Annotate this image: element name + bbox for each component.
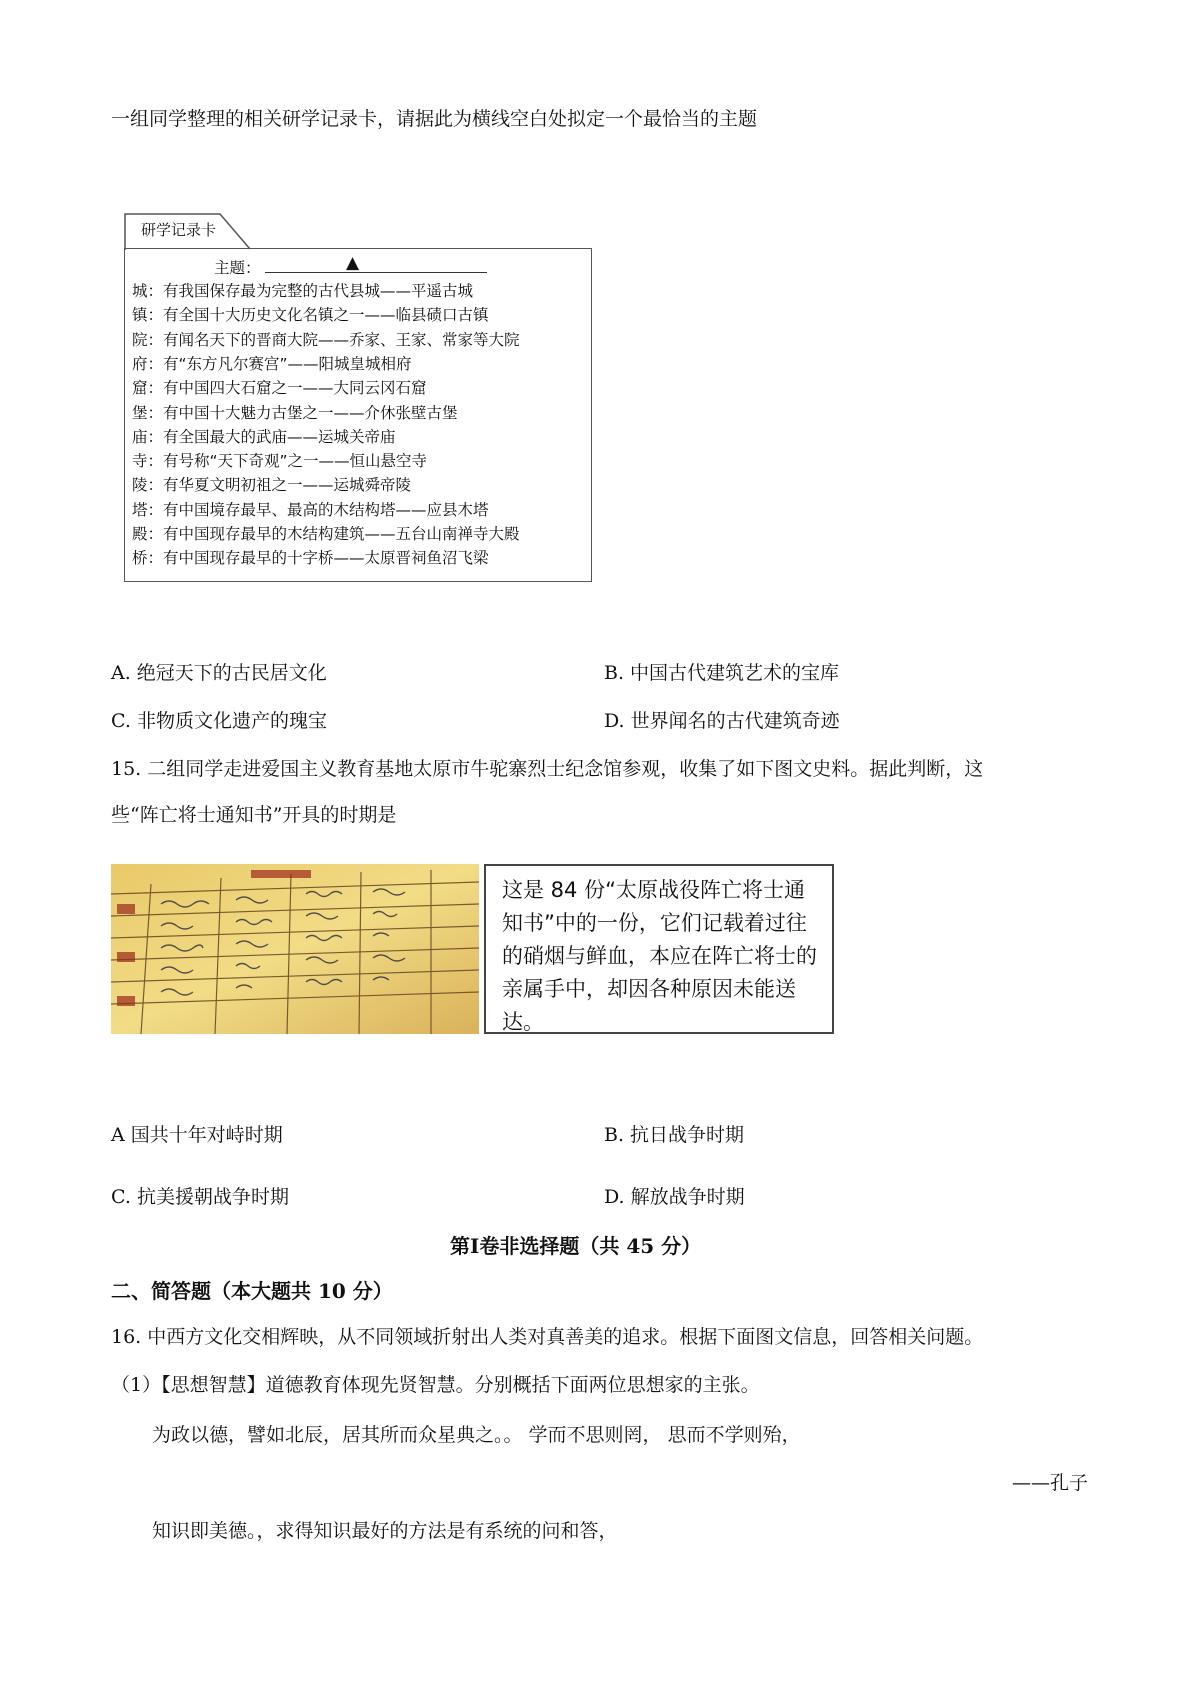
part-two-heading: 二、简答题（本大题共 10 分） [111, 1279, 393, 1303]
notice-document-photo [111, 864, 479, 1034]
q16-stem: 16. 中西方文化交相辉映，从不同领域折射出人类对真善美的追求。根据下面图文信息，回答相关问题。 [111, 1326, 984, 1348]
card-line: 塔：有中国境存最早、最高的木结构塔——应县木塔 [132, 500, 489, 519]
theme-blank-line [265, 272, 487, 273]
q14-option-c: C. 非物质文化遗产的瑰宝 [111, 710, 327, 732]
notice-caption: 这是 84 份“太原战役阵亡将士通知书”中的一份，它们记载着过往的硝烟与鲜血，本应在阵亡将士的亲属手中，却因各种原因未能送达。 [484, 864, 834, 1034]
card-line: 寺：有号称“天下奇观”之一——恒山悬空寺 [132, 452, 428, 471]
card-line: 陵：有华夏文明初祖之一——运城舜帝陵 [132, 476, 412, 495]
q16-quote-confucius: 为政以德，譬如北辰，居其所而众星典之。。 学而不思则罔， 思而不学则殆， [152, 1424, 801, 1446]
q16-sub1: （1）【思想智慧】道德教育体现先贤智慧。分别概括下面两位思想家的主张。 [111, 1374, 760, 1396]
section-title: 第Ⅰ卷非选择题（共 45 分） [450, 1234, 702, 1258]
q15-stem-line2: 些“阵亡将士通知书”开具的时期是 [111, 804, 397, 826]
card-line: 殿：有中国现存最早的木结构建筑——五台山南禅寺大殿 [132, 525, 520, 543]
q16-quote-author: ——孔子 [1012, 1472, 1089, 1494]
theme-marker: ▲ [346, 253, 360, 273]
card-theme-label: 主题： [214, 259, 261, 277]
q15-option-d: D. 解放战争时期 [604, 1186, 745, 1208]
q16-quote-socrates: 知识即美德。，求得知识最好的方法是有系统的问和答， [152, 1520, 618, 1542]
card-line: 镇：有全国十大历史文化名镇之一——临县碛口古镇 [132, 306, 489, 325]
card-line: 院：有闻名天下的晋商大院——乔家、王家、常家等大院 [132, 330, 520, 349]
q14-option-a: A. 绝冠天下的古民居文化 [111, 662, 327, 684]
q14-option-b: B. 中国古代建筑艺术的宝库 [604, 662, 840, 684]
q15-option-c: C. 抗美援朝战争时期 [111, 1186, 289, 1208]
card-line: 堡：有中国十大魅力古堡之一——介休张壁古堡 [132, 403, 458, 422]
card-line: 城：有我国保存最为完整的古代县城——平遥古城 [132, 282, 474, 300]
q15-option-a: A 国共十年对峙时期 [111, 1124, 283, 1146]
q15-option-b: B. 抗日战争时期 [604, 1124, 745, 1146]
card-line: 桥：有中国现存最早的十字桥——太原晋祠鱼沼飞梁 [132, 549, 489, 568]
card-tab-label: 研学记录卡 [141, 221, 217, 239]
q14-option-d: D. 世界闻名的古代建筑奇迹 [604, 710, 840, 732]
q14-intro: 一组同学整理的相关研学记录卡，请据此为横线空白处拟定一个最恰当的主题 [111, 108, 758, 130]
q15-stem-line1: 15. 二组同学走进爱国主义教育基地太原市牛驼寨烈士纪念馆参观，收集了如下图文史料。据此判断，这 [111, 758, 984, 780]
card-line: 窟：有中国四大石窟之一——大同云冈石窟 [132, 379, 427, 398]
card-line: 庙：有全国最大的武庙——运城关帝庙 [132, 427, 396, 446]
card-line: 府：有“东方凡尔赛宫”——阳城皇城相府 [132, 354, 412, 373]
